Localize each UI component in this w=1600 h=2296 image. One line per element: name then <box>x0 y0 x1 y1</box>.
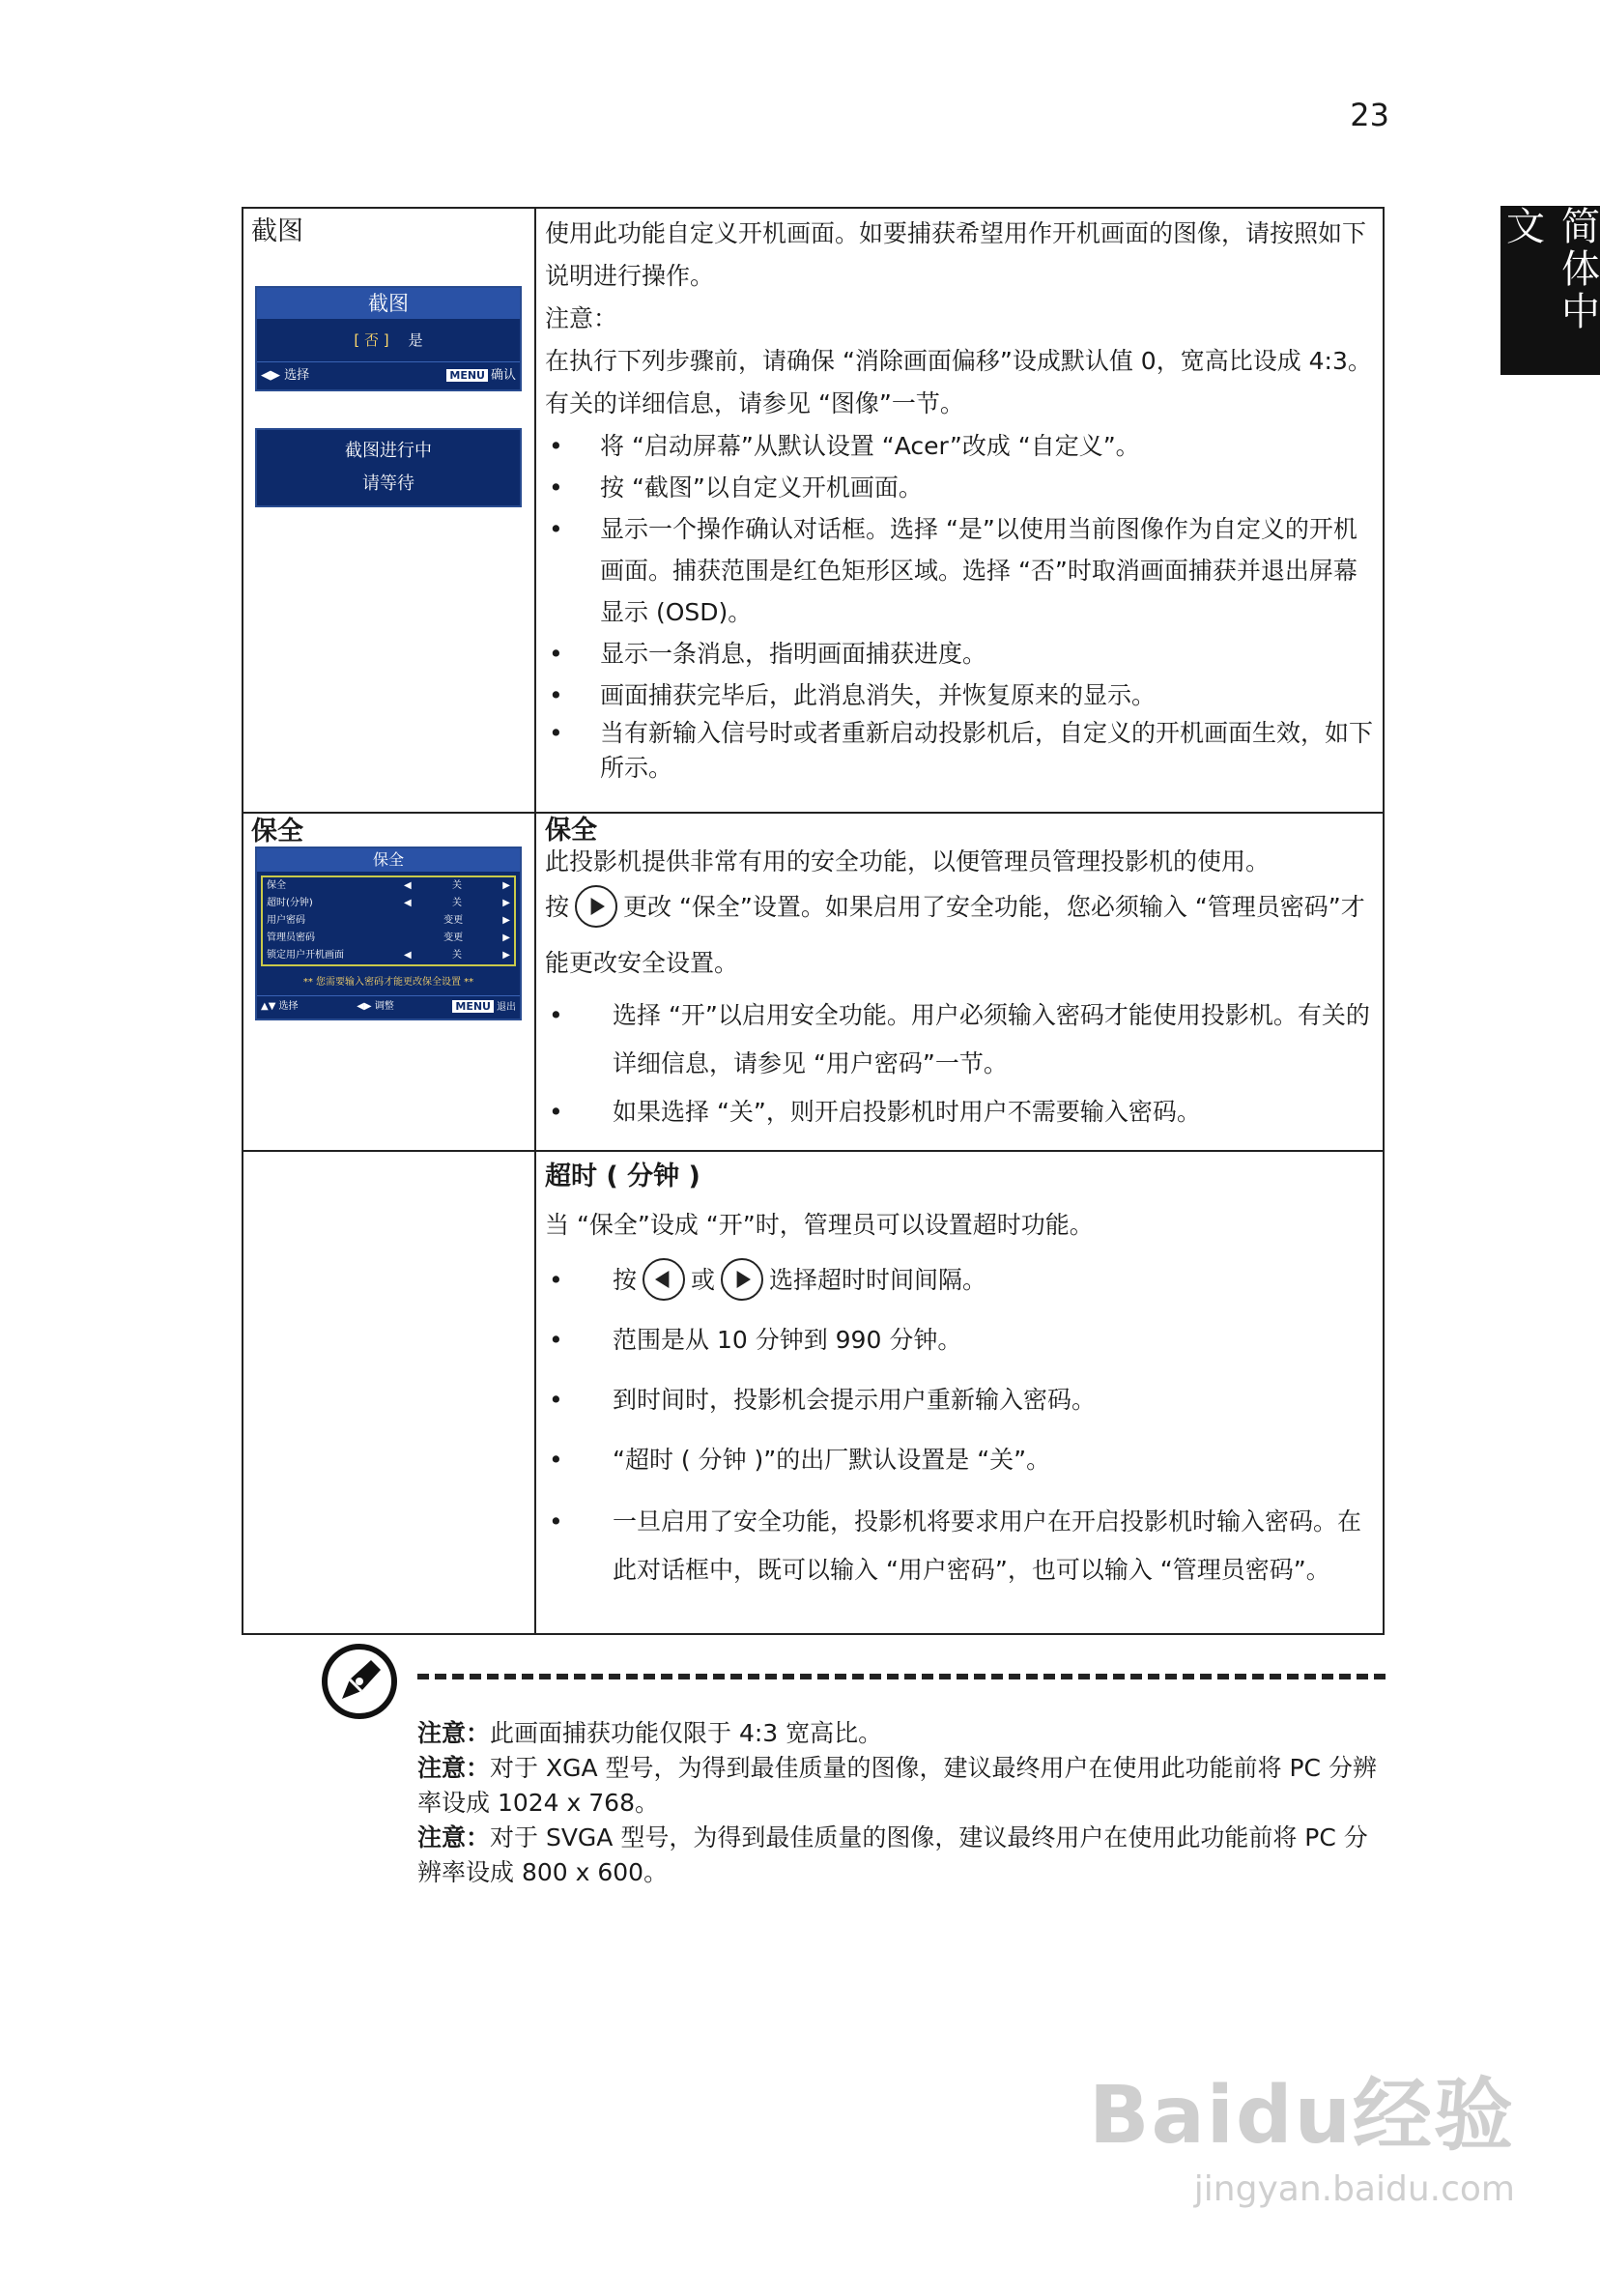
osd-row-label: 超时(分钟) <box>267 898 313 908</box>
language-tab-label: 简体中文 <box>1500 206 1600 333</box>
security-para1: 此投影机提供非常有用的安全功能，以便管理员管理投影机的使用。 <box>545 847 1271 875</box>
note-line <box>417 1821 1384 1890</box>
page-number: 23 <box>1350 97 1389 133</box>
list-item: • 按 “截图”以自定义开机画面。 <box>545 467 1375 508</box>
list-item: • 选择 “开”以启用安全功能。用户必须输入密码才能使用投影机。有关的详细信息，请参见 “用户密码”一节。 <box>545 991 1375 1088</box>
security-osd-footer <box>257 995 520 1019</box>
osd-row-value: 变更 <box>443 915 464 926</box>
option-no[interactable]: [ 否 ] <box>354 331 389 349</box>
timeout-para1: 当 “保全”设成 “开”时，管理员可以设置超时功能。 <box>545 1211 1094 1239</box>
capture-dialog-footer <box>257 361 520 389</box>
security-osd-title: 保全 <box>257 848 520 872</box>
capture-steps <box>545 425 1375 786</box>
osd-row-value: 变更 <box>443 933 464 943</box>
note-pen-icon <box>321 1643 398 1720</box>
list-item: • 范围是从 10 分钟到 990 分钟。 <box>545 1318 1375 1363</box>
osd-row[interactable] <box>263 930 514 947</box>
security-osd-menu <box>255 847 522 1020</box>
note-label: 注意： <box>417 1719 491 1747</box>
capture-dialog-options <box>257 319 520 361</box>
menu-key-icon: MENU <box>452 1000 494 1013</box>
timeout-left-cell <box>243 1151 535 1634</box>
confirm-hint <box>446 362 516 389</box>
menu-key-icon: MENU <box>446 369 488 382</box>
security-osd-hint: ** 您需要输入密码才能更改保全设置 ** <box>302 977 474 988</box>
exit-label: 退出 <box>496 1002 516 1013</box>
option-yes[interactable]: 是 <box>408 331 423 349</box>
capture-row <box>243 208 1384 813</box>
watermark-brand: Baidu经验 <box>1088 2070 1515 2162</box>
progress-line2: 请等待 <box>362 474 414 494</box>
security-osd-rows <box>261 875 516 966</box>
exit-hint <box>452 996 516 1019</box>
osd-row-label: 锁定用户开机画面 <box>267 950 344 961</box>
nav-adjust-hint: ◀▶ 调整 <box>357 1001 394 1012</box>
osd-row-label: 管理员密码 <box>267 933 315 943</box>
note-divider <box>417 1674 1386 1679</box>
left-arrow-icon: ◀ <box>404 898 412 908</box>
nav-select-hint: ◀▶ 选择 <box>261 368 310 383</box>
nav-select-hint: ▲▼ 选择 <box>261 1001 299 1012</box>
osd-row-value: 关 <box>452 898 462 908</box>
left-arrow-icon: ◀ <box>404 950 412 961</box>
capture-right-cell <box>535 208 1384 813</box>
right-arrow-button-icon <box>721 1258 763 1301</box>
watermark-url: jingyan.baidu.com <box>1193 2169 1515 2209</box>
osd-row-value: 关 <box>452 880 462 891</box>
capture-dialog-title: 截图 <box>257 288 520 319</box>
security-row <box>243 813 1384 1151</box>
capture-confirm-dialog <box>255 286 522 391</box>
security-right-cell <box>535 813 1384 1151</box>
right-arrow-icon: ▶ <box>502 933 510 943</box>
security-title: 保全 <box>251 817 303 847</box>
left-arrow-icon: ◀ <box>404 880 412 891</box>
osd-row[interactable] <box>263 912 514 930</box>
settings-table <box>242 207 1385 1635</box>
capture-left-cell <box>243 208 535 813</box>
osd-row[interactable] <box>263 895 514 912</box>
list-item <box>545 1258 1375 1303</box>
right-arrow-icon: ▶ <box>502 880 510 891</box>
timeout-row <box>243 1151 1384 1634</box>
confirm-label: 确认 <box>490 368 516 383</box>
security-para2 <box>545 879 1375 991</box>
note-text: 对于 XGA 型号，为得到最佳质量的图像，建议最终用户在使用此功能前将 PC 分辨率设成 1024 x 768。 <box>417 1754 1377 1817</box>
list-item: • 将 “启动屏幕”从默认设置 “Acer”改成 “自定义”。 <box>545 425 1375 467</box>
right-arrow-button-icon <box>575 885 617 928</box>
right-arrow-icon: ▶ <box>502 950 510 961</box>
language-tab <box>1500 206 1600 375</box>
right-arrow-icon: ▶ <box>502 915 510 926</box>
note-text: 对于 SVGA 型号，为得到最佳质量的图像，建议最终用户在使用此功能前将 PC 分辨率设成 800 x 600。 <box>417 1823 1368 1886</box>
osd-row[interactable] <box>263 877 514 895</box>
security-heading: 保全 <box>545 816 597 846</box>
list-item: • “超时 ( 分钟 )”的出厂默认设置是 “关”。 <box>545 1438 1375 1482</box>
capture-note-label: 注意： <box>545 304 618 332</box>
list-item: • 显示一个操作确认对话框。选择 “是”以使用当前图像作为自定义的开机画面。捕获范围是红色矩形区域。选择 “否”时取消画面捕获并退出屏幕显示 (OSD)。 <box>545 508 1375 633</box>
note-label: 注意： <box>417 1754 491 1782</box>
list-item: • 当有新输入信号时或者重新启动投影机后，自定义的开机画面生效，如下所示。 <box>545 716 1375 786</box>
timeout-right-cell <box>535 1151 1384 1634</box>
note-text: 此画面捕获功能仅限于 4:3 宽高比。 <box>490 1719 883 1747</box>
security-bullets <box>545 991 1375 1136</box>
timeout-heading: 超时 ( 分钟 ) <box>545 1162 700 1191</box>
security-left-cell <box>243 813 535 1151</box>
bullet1-b: 或 <box>691 1266 716 1294</box>
capture-progress-dialog <box>255 428 522 507</box>
para2-after: 更改 “保全”设置。如果启用了安全功能，您必须输入 “管理员密码”才能更改安全设置。 <box>545 893 1365 977</box>
list-item: • 到时间时，投影机会提示用户重新输入密码。 <box>545 1378 1375 1422</box>
list-item: • 一旦启用了安全功能，投影机将要求用户在开启投影机时输入密码。在此对话框中，既可以输入 “用户密码”，也可以输入 “管理员密码”。 <box>545 1498 1375 1594</box>
capture-note-text: 在执行下列步骤前，请确保 “消除画面偏移”设成默认值 0，宽高比设成 4:3。有关的详细信息，请参见 “图像”一节。 <box>545 347 1372 417</box>
list-item: • 如果选择 “关”，则开启投影机时用户不需要输入密码。 <box>545 1088 1375 1136</box>
list-item: • 画面捕获完毕后，此消息消失，并恢复原来的显示。 <box>545 674 1375 716</box>
left-arrow-button-icon <box>643 1258 685 1301</box>
note-label: 注意： <box>417 1823 491 1851</box>
right-arrow-icon: ▶ <box>502 898 510 908</box>
timeout-bullets <box>545 1258 1375 1594</box>
osd-row-label: 保全 <box>267 880 286 891</box>
osd-row-value: 关 <box>452 950 462 961</box>
capture-intro: 使用此功能自定义开机画面。如要捕获希望用作开机画面的图像，请按照如下说明进行操作。 <box>545 219 1367 290</box>
progress-line1: 截图进行中 <box>345 441 432 461</box>
list-item: • 显示一条消息，指明画面捕获进度。 <box>545 633 1375 674</box>
notes-block <box>417 1716 1384 1890</box>
osd-row[interactable] <box>263 947 514 964</box>
note-line <box>417 1716 1384 1751</box>
bullet1-a: 按 <box>613 1266 638 1294</box>
capture-title: 截图 <box>251 216 303 246</box>
bullet1-c: 选择超时时间间隔。 <box>769 1266 987 1294</box>
osd-row-label: 用户密码 <box>267 915 305 926</box>
note-line <box>417 1751 1384 1821</box>
para2-before: 按 <box>545 893 570 921</box>
watermark <box>1089 2052 1515 2209</box>
